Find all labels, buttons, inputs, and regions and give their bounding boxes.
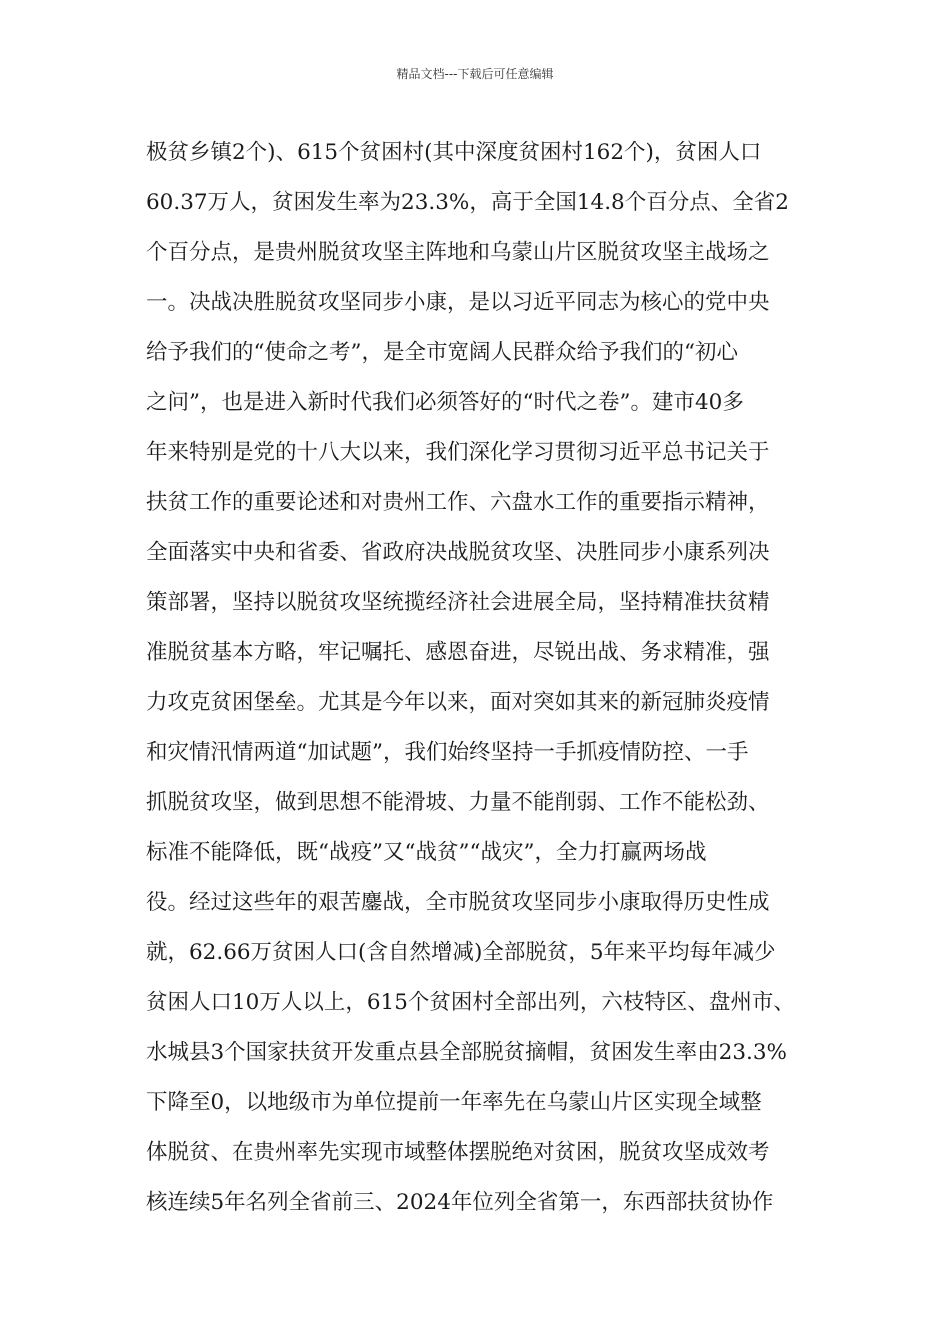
document-body	[146, 128, 816, 1228]
text-line: 役。经过这些年的艰苦鏖战，全市脱贫攻坚同步小康取得历史性成	[146, 890, 770, 915]
text-line: 极贫乡镇2个)、615个贫困村(其中深度贫困村162个)，贫困人口	[146, 140, 762, 165]
text-line: 之问”，也是进入新时代我们必须答好的“时代之卷”。建市40多	[146, 390, 744, 415]
text-line: 和灾情汛情两道“加试题”，我们始终坚持一手抓疫情防控、一手	[146, 740, 749, 765]
text-line: 策部署，坚持以脱贫攻坚统揽经济社会进展全局，坚持精准扶贫精	[146, 590, 770, 615]
text-line: 年来特别是党的十八大以来，我们深化学习贯彻习近平总书记关于	[146, 440, 770, 465]
text-line: 水城县3个国家扶贫开发重点县全部脱贫摘帽，贫困发生率由23.3%	[146, 1040, 787, 1065]
text-line: 个百分点，是贵州脱贫攻坚主阵地和乌蒙山片区脱贫攻坚主战场之	[146, 240, 770, 265]
text-line: 贫困人口10万人以上，615个贫困村全部出列，六枝特区、盘州市、	[146, 990, 795, 1015]
text-line: 核连续5年名列全省前三、2024年位列全省第一，东西部扶贫协作	[146, 1190, 774, 1215]
text-line: 体脱贫、在贵州率先实现市域整体摆脱绝对贫困，脱贫攻坚成效考	[146, 1140, 770, 1165]
text-line: 就，62.66万贫困人口(含自然增减)全部脱贫，5年来平均每年减少	[146, 940, 776, 965]
text-line: 一。决战决胜脱贫攻坚同步小康，是以习近平同志为核心的党中央	[146, 290, 770, 315]
text-line: 准脱贫基本方略，牢记嘱托、感恩奋进，尽锐出战、务求精准，强	[146, 640, 770, 665]
text-line: 扶贫工作的重要论述和对贵州工作、六盘水工作的重要指示精神，	[146, 490, 770, 515]
text-line: 抓脱贫攻坚，做到思想不能滑坡、力量不能削弱、工作不能松劲、	[146, 790, 770, 815]
text-line: 给予我们的“使命之考”，是全市宽阔人民群众给予我们的“初心	[146, 340, 738, 365]
text-line: 60.37万人，贫困发生率为23.3%，高于全国14.8个百分点、全省2	[146, 190, 789, 215]
text-line: 下降至0，以地级市为单位提前一年率先在乌蒙山片区实现全域整	[146, 1090, 762, 1115]
text-line: 全面落实中央和省委、省政府决战脱贫攻坚、决胜同步小康系列决	[146, 540, 770, 565]
text-line: 力攻克贫困堡垒。尤其是今年以来，面对突如其来的新冠肺炎疫情	[146, 690, 770, 715]
text-line: 标准不能降低，既“战疫”又“战贫”“战灾”，全力打赢两场战	[146, 840, 707, 865]
page-header: 精品文档---下载后可任意编辑	[396, 67, 554, 81]
